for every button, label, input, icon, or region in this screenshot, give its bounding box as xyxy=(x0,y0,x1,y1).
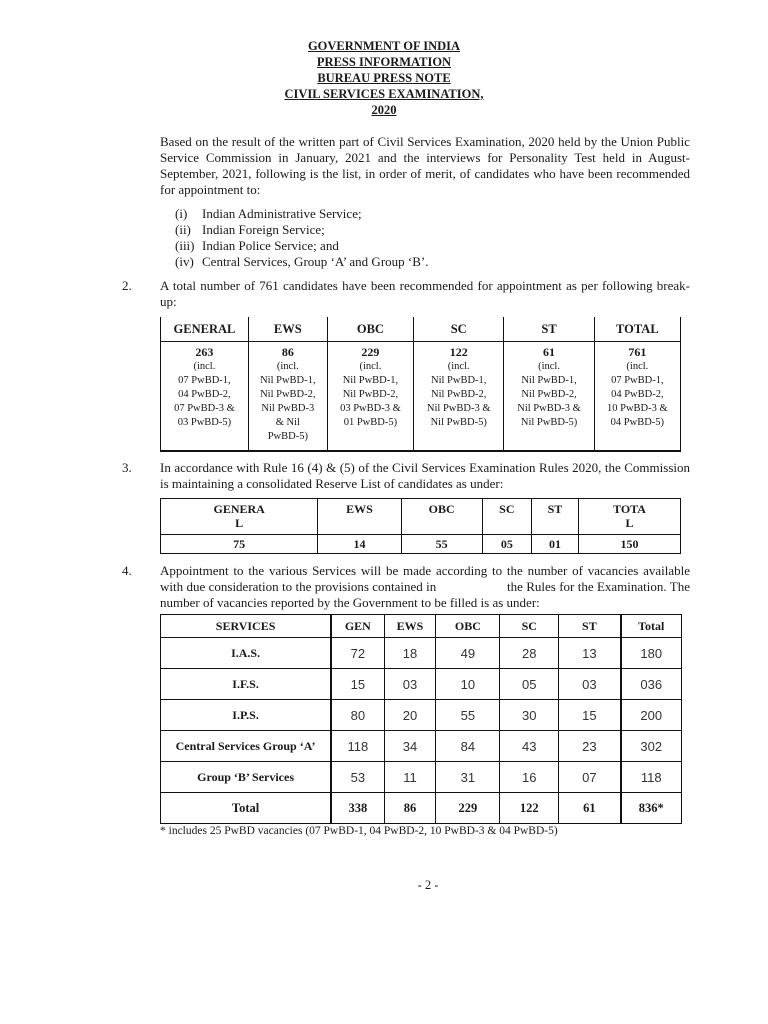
table1-detail: & Nil xyxy=(275,417,300,428)
table3-cell: 302 xyxy=(621,731,682,762)
table3-cell: 34 xyxy=(384,731,436,762)
table2-header-line: SC xyxy=(499,502,515,516)
table1-detail: Nil PwBD-5) xyxy=(520,417,578,428)
table3-total-cell: 338 xyxy=(331,793,384,824)
table1-cell xyxy=(594,342,680,452)
table1-detail: Nil PwBD-3 xyxy=(261,403,315,414)
table1-detail: Nil PwBD-3 & xyxy=(426,403,491,414)
table1-header: EWS xyxy=(248,317,327,342)
table3-service: Group ‘B’ Services xyxy=(161,762,332,793)
table2-cell: 75 xyxy=(161,535,318,554)
table3-header: SERVICES xyxy=(161,615,332,638)
table1-detail: (incl. xyxy=(193,361,216,372)
list-item-number: (ii) xyxy=(175,222,191,237)
table1-header: TOTAL xyxy=(594,317,680,342)
table2-header xyxy=(161,499,318,535)
table3-cell: 118 xyxy=(331,731,384,762)
list-item-text: Indian Administrative Service; xyxy=(202,206,362,221)
table3-cell: 10 xyxy=(436,669,500,700)
table3-cell: 07 xyxy=(559,762,621,793)
table3-cell: 13 xyxy=(559,638,621,669)
table-row xyxy=(161,762,682,793)
table1-detail: 04 PwBD-5) xyxy=(610,417,665,428)
table1-cell xyxy=(327,342,413,452)
table3-cell: 53 xyxy=(331,762,384,793)
table3-total-cell: 229 xyxy=(436,793,500,824)
table1-detail: 03 PwBD-5) xyxy=(177,417,232,428)
table2-header-line: L xyxy=(625,516,634,530)
table3-cell: 15 xyxy=(559,700,621,731)
table3-cell: 72 xyxy=(331,638,384,669)
table1-count: 122 xyxy=(449,345,468,359)
table3-cell: 11 xyxy=(384,762,436,793)
table2-cell: 150 xyxy=(579,535,681,554)
table1-detail: Nil PwBD-2, xyxy=(342,389,399,400)
table1-detail: (incl. xyxy=(626,361,649,372)
heading-line-1: GOVERNMENT OF INDIA xyxy=(307,39,461,53)
table3-total-cell: 836* xyxy=(621,793,682,824)
table1-header: OBC xyxy=(327,317,413,342)
table3-cell: 15 xyxy=(331,669,384,700)
table1-detail: (incl. xyxy=(447,361,470,372)
table1-detail: 07 PwBD-1, xyxy=(178,375,231,386)
table3-service: I.P.S. xyxy=(161,700,332,731)
list-item-number: (iv) xyxy=(175,254,194,269)
recommended-candidates-table xyxy=(160,317,681,452)
table3-cell: 036 xyxy=(621,669,682,700)
table3-service: I.A.S. xyxy=(161,638,332,669)
heading-line-5: 2020 xyxy=(371,103,397,117)
table1-header: SC xyxy=(414,317,504,342)
table2-header-line: TOTA xyxy=(613,502,646,516)
list-item-text: Central Services, Group ‘A’ and Group ‘B’. xyxy=(202,254,429,269)
table1-cell xyxy=(504,342,594,452)
para-2-text: A total number of 761 candidates have been recommended for appointment as per following break-up: xyxy=(160,278,690,309)
table-row xyxy=(161,669,682,700)
table2-cell: 05 xyxy=(482,535,531,554)
table3-cell: 200 xyxy=(621,700,682,731)
table1-detail: (incl. xyxy=(538,361,560,372)
table3-total-cell: 61 xyxy=(559,793,621,824)
table3-total-cell: 122 xyxy=(500,793,559,824)
table2-header-line: L xyxy=(235,516,244,530)
table3-total-cell: 86 xyxy=(384,793,436,824)
para-3-number: 3. xyxy=(122,460,132,475)
heading-line-3: BUREAU PRESS NOTE xyxy=(317,71,451,85)
table1-cell xyxy=(161,342,249,452)
table3-cell: 20 xyxy=(384,700,436,731)
table1-detail: Nil PwBD-2, xyxy=(430,389,487,400)
table3-service: Central Services Group ‘A’ xyxy=(161,731,332,762)
table3-header: SC xyxy=(500,615,559,638)
table3-cell: 16 xyxy=(500,762,559,793)
table2-cell: 14 xyxy=(318,535,401,554)
table3-cell: 84 xyxy=(436,731,500,762)
table3-cell: 55 xyxy=(436,700,500,731)
table2-header-line: GENERA xyxy=(213,502,265,516)
table2-header xyxy=(579,499,681,535)
table3-cell: 118 xyxy=(621,762,682,793)
document-heading xyxy=(0,38,768,118)
table1-count: 86 xyxy=(281,345,294,359)
table3-header: EWS xyxy=(384,615,436,638)
vacancies-table xyxy=(160,614,682,824)
list-item-number: (iii) xyxy=(175,238,195,253)
table-row-total xyxy=(161,793,682,824)
table3-header: OBC xyxy=(436,615,500,638)
table3-cell: 43 xyxy=(500,731,559,762)
table2-header xyxy=(531,499,578,535)
table2-header xyxy=(401,499,482,535)
table1-detail: (incl. xyxy=(359,361,382,372)
table3-cell: 30 xyxy=(500,700,559,731)
table1-detail: PwBD-5) xyxy=(267,431,308,442)
table1-count: 229 xyxy=(361,345,380,359)
table2-cell: 01 xyxy=(531,535,578,554)
table3-header: ST xyxy=(559,615,621,638)
para-4-number: 4. xyxy=(122,563,132,578)
table1-detail: 04 PwBD-2, xyxy=(178,389,231,400)
table3-cell: 28 xyxy=(500,638,559,669)
table1-detail: Nil PwBD-2, xyxy=(521,389,577,400)
table1-header: ST xyxy=(504,317,594,342)
table1-cell xyxy=(414,342,504,452)
list-item-number: (i) xyxy=(175,206,188,221)
reserve-list-table xyxy=(160,498,681,554)
para-2-number: 2. xyxy=(122,278,132,293)
table2-header-line: EWS xyxy=(346,502,373,516)
table1-count: 761 xyxy=(628,345,647,359)
table1-detail: Nil PwBD-1, xyxy=(342,375,399,386)
table1-detail: 07 PwBD-1, xyxy=(611,375,664,386)
page-number: - 2 - xyxy=(417,878,439,892)
table1-detail: Nil PwBD-3 & xyxy=(517,403,581,414)
table1-detail: 04 PwBD-2, xyxy=(611,389,664,400)
table3-cell: 80 xyxy=(331,700,384,731)
table2-header xyxy=(318,499,401,535)
heading-line-2: PRESS INFORMATION xyxy=(316,55,452,69)
table1-detail: 10 PwBD-3 & xyxy=(607,403,668,414)
table3-cell: 31 xyxy=(436,762,500,793)
table1-detail: Nil PwBD-2, xyxy=(260,389,316,400)
list-item-text: Indian Police Service; and xyxy=(202,238,339,253)
para-4-text: Appointment to the various Services will be made according to the number of vacancies available with due consideration to the provisions contained in the Rules for the Examination. The number of vacancies reported by the Government to be filled is as under: xyxy=(160,563,694,610)
table1-detail: (incl. xyxy=(276,361,299,372)
table3-cell: 03 xyxy=(384,669,436,700)
table1-detail: Nil PwBD-1, xyxy=(260,375,316,386)
table2-header-line: OBC xyxy=(428,502,455,516)
table3-cell: 49 xyxy=(436,638,500,669)
table-row xyxy=(161,638,682,669)
table-row xyxy=(161,731,682,762)
table3-cell: 180 xyxy=(621,638,682,669)
list-item-text: Indian Foreign Service; xyxy=(202,222,325,237)
table2-cell: 55 xyxy=(401,535,482,554)
table1-detail: 03 PwBD-3 & xyxy=(340,403,401,414)
table2-header-line: ST xyxy=(547,502,563,516)
table1-count: 263 xyxy=(195,345,214,359)
table-row xyxy=(161,700,682,731)
table3-cell: 23 xyxy=(559,731,621,762)
table1-detail: 07 PwBD-3 & xyxy=(174,403,235,414)
table1-count: 61 xyxy=(543,345,556,359)
heading-line-4: CIVIL SERVICES EXAMINATION, xyxy=(284,87,484,101)
table3-service: I.F.S. xyxy=(161,669,332,700)
table1-header: GENERAL xyxy=(161,317,249,342)
table1-detail: 01 PwBD-5) xyxy=(343,417,398,428)
table3-cell: 18 xyxy=(384,638,436,669)
table3-cell: 03 xyxy=(559,669,621,700)
table2-header xyxy=(482,499,531,535)
para-3-text: In accordance with Rule 16 (4) & (5) of the Civil Services Examination Rules 2020, the Commission is maintaining a consolidated Reserve List of candidates as under: xyxy=(160,460,690,491)
table3-cell: 05 xyxy=(500,669,559,700)
table3-total-label: Total xyxy=(161,793,332,824)
footnote: * includes 25 PwBD vacancies (07 PwBD-1, 04 PwBD-2, 10 PwBD-3 & 04 PwBD-5) xyxy=(160,825,558,837)
table1-cell xyxy=(248,342,327,452)
table1-detail: Nil PwBD-1, xyxy=(430,375,487,386)
table1-detail: Nil PwBD-5) xyxy=(430,417,487,428)
intro-paragraph: Based on the result of the written part of Civil Services Examination, 2020 held by the Union Public Service Commission in January, 2021 and the interviews for Personality Test held in August-September, 2021, following is the list, in order of merit, of candidates who have been recommended for appointment to: xyxy=(160,134,690,197)
table3-header: Total xyxy=(621,615,682,638)
table1-detail: Nil PwBD-1, xyxy=(521,375,577,386)
table3-header: GEN xyxy=(331,615,384,638)
